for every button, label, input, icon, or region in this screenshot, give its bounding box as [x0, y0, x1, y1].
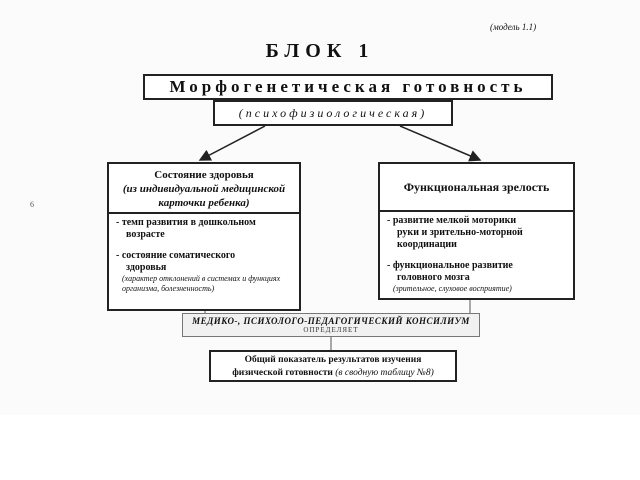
- list-item: [116, 250, 293, 294]
- list-item: [116, 217, 293, 241]
- result-line2: физической готовности: [232, 368, 333, 378]
- main-subtitle: (психофизиологическая): [238, 105, 428, 120]
- arrow-to-left-box: [200, 126, 265, 160]
- item-text: - функциональное развитие: [387, 260, 513, 271]
- result-line2-wrap: [211, 367, 455, 380]
- health-state-header: [109, 164, 299, 214]
- main-title: Морфогенетическая готовность: [169, 77, 527, 96]
- main-title-box: [143, 74, 553, 100]
- list-item: [387, 215, 567, 251]
- arrow-to-right-box: [400, 126, 480, 160]
- council-band: [182, 313, 480, 337]
- list-item: [387, 260, 567, 294]
- item-note: (характер отклонений в системах и функциях организма, болезненность): [122, 274, 281, 293]
- health-state-title: Состояние здоровья: [154, 169, 254, 181]
- item-text: головного мозга: [397, 272, 470, 283]
- item-text: - темп развития в дошкольном: [116, 217, 256, 228]
- item-text: руки и зрительно-моторной: [397, 227, 523, 238]
- result-box: [209, 350, 457, 382]
- model-label: (модель 1.1): [490, 22, 537, 32]
- item-text: - развитие мелкой моторики: [387, 215, 517, 226]
- item-text: - состояние соматического: [116, 250, 236, 261]
- council-title: МЕДИКО-, ПСИХОЛОГО-ПЕДАГОГИЧЕСКИЙ КОНСИЛИУМ: [192, 316, 470, 326]
- item-text: координации: [397, 239, 457, 250]
- functional-maturity-title: Функциональная зрелость: [403, 179, 550, 194]
- health-state-source: (из индивидуальной медицинской карточки ребенка): [122, 183, 286, 209]
- subtitle-box: [213, 100, 453, 126]
- functional-maturity-header: [380, 164, 573, 212]
- item-text: возрасте: [126, 229, 165, 240]
- council-verb: ОПРЕДЕЛЯЕТ: [303, 326, 359, 334]
- item-note: (зрительное, слуховое восприятие): [393, 284, 512, 293]
- functional-maturity-items: [380, 212, 573, 294]
- item-text: здоровья: [126, 262, 167, 273]
- result-line1: Общий показатель результатов изучения: [244, 355, 422, 365]
- functional-maturity-box: [378, 162, 575, 300]
- health-state-items: [109, 214, 299, 294]
- block-title: БЛОК 1: [265, 40, 375, 62]
- margin-mark: 6: [30, 200, 34, 209]
- result-line2-note: (в сводную таблицу №8): [335, 368, 434, 378]
- health-state-box: [107, 162, 301, 311]
